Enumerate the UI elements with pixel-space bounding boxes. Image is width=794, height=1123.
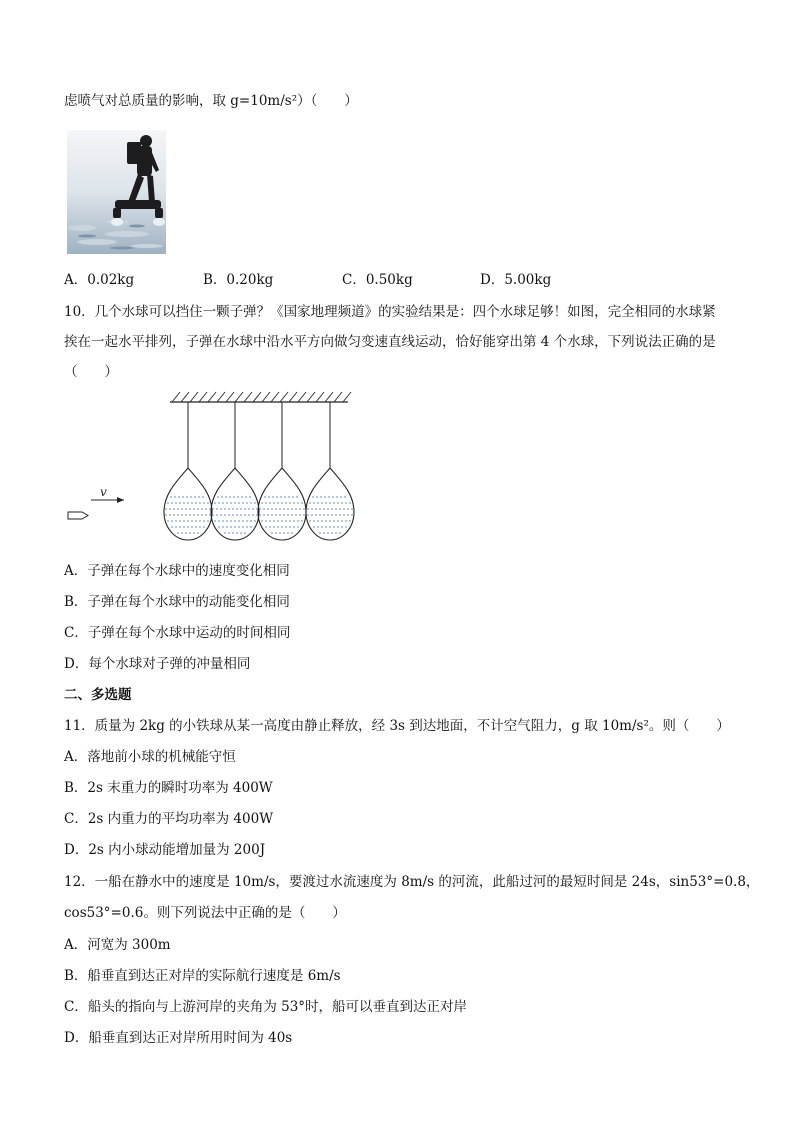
q10-option-a: A．子弹在每个水球中的速度变化相同 [64, 563, 290, 579]
q10-stem-line3: （ ） [64, 364, 118, 380]
bullet-icon [68, 512, 88, 519]
q11-stem: 11．质量为 2kg 的小铁球从某一高度由静止释放，经 3s 到达地面，不计空气阻力，g 取 10m/s²。则（ ） [64, 718, 730, 734]
q12-option-a: A．河宽为 300m [64, 937, 171, 953]
q9-option-a: A．0.02kg [64, 272, 135, 288]
q11-option-a: A．落地前小球的机械能守恒 [64, 749, 236, 765]
q9-stem-tail: 虑喷气对总质量的影响，取 g=10m/s²）（ ） [64, 93, 358, 109]
section-title: 二、多选题 [64, 687, 132, 703]
q11-option-d: D．2s 内小球动能增加量为 200J [64, 842, 266, 858]
ceiling-hatch [172, 392, 351, 402]
q12-stem-line1: 12．一船在静水中的速度是 10m/s，要渡过水流速度为 8m/s 的河流，此船过河的最短时间是 24s，sin53°=0.8， [64, 874, 760, 890]
q9-option-c: C．0.50kg [342, 272, 413, 288]
q11-option-c: C．2s 内重力的平均功率为 400W [64, 811, 274, 827]
velocity-label: v [100, 485, 107, 499]
q9-option-b: B．0.20kg [203, 272, 274, 288]
q10-option-d: D．每个水球对子弹的冲量相同 [64, 656, 251, 672]
q10-stem-line1: 10．几个水球可以挡住一颗子弹？《国家地理频道》的实验结果是：四个水球足够！如图，完全相同的水球紧 [64, 304, 716, 320]
water-ball-3 [258, 468, 306, 540]
q10-option-b: B．子弹在每个水球中的动能变化相同 [64, 594, 290, 610]
q11-option-b: B．2s 末重力的瞬时功率为 400W [64, 780, 273, 796]
water-balls-diagram [64, 388, 364, 550]
q9-option-d: D．5.00kg [480, 272, 552, 288]
q12-option-c: C．船头的指向与上游河岸的夹角为 53°时，船可以垂直到达正对岸 [64, 999, 468, 1015]
q12-option-d: D．船垂直到达正对岸所用时间为 40s [64, 1030, 293, 1046]
q10-stem-line2: 挨在一起水平排列，子弹在水球中沿水平方向做匀变速直线运动，恰好能穿出第 4 个水球，下列说法正确的是 [64, 334, 716, 350]
q12-option-b: B．船垂直到达正对岸的实际航行速度是 6m/s [64, 968, 341, 984]
water-ball-1 [164, 468, 212, 540]
water-ball-4 [306, 468, 354, 540]
jetpack-photo [67, 130, 166, 254]
q12-stem-line2: cos53°=0.6。则下列说法中正确的是（ ） [64, 905, 346, 921]
q10-option-c: C．子弹在每个水球中运动的时间相同 [64, 625, 291, 641]
water-ball-2 [211, 468, 259, 540]
